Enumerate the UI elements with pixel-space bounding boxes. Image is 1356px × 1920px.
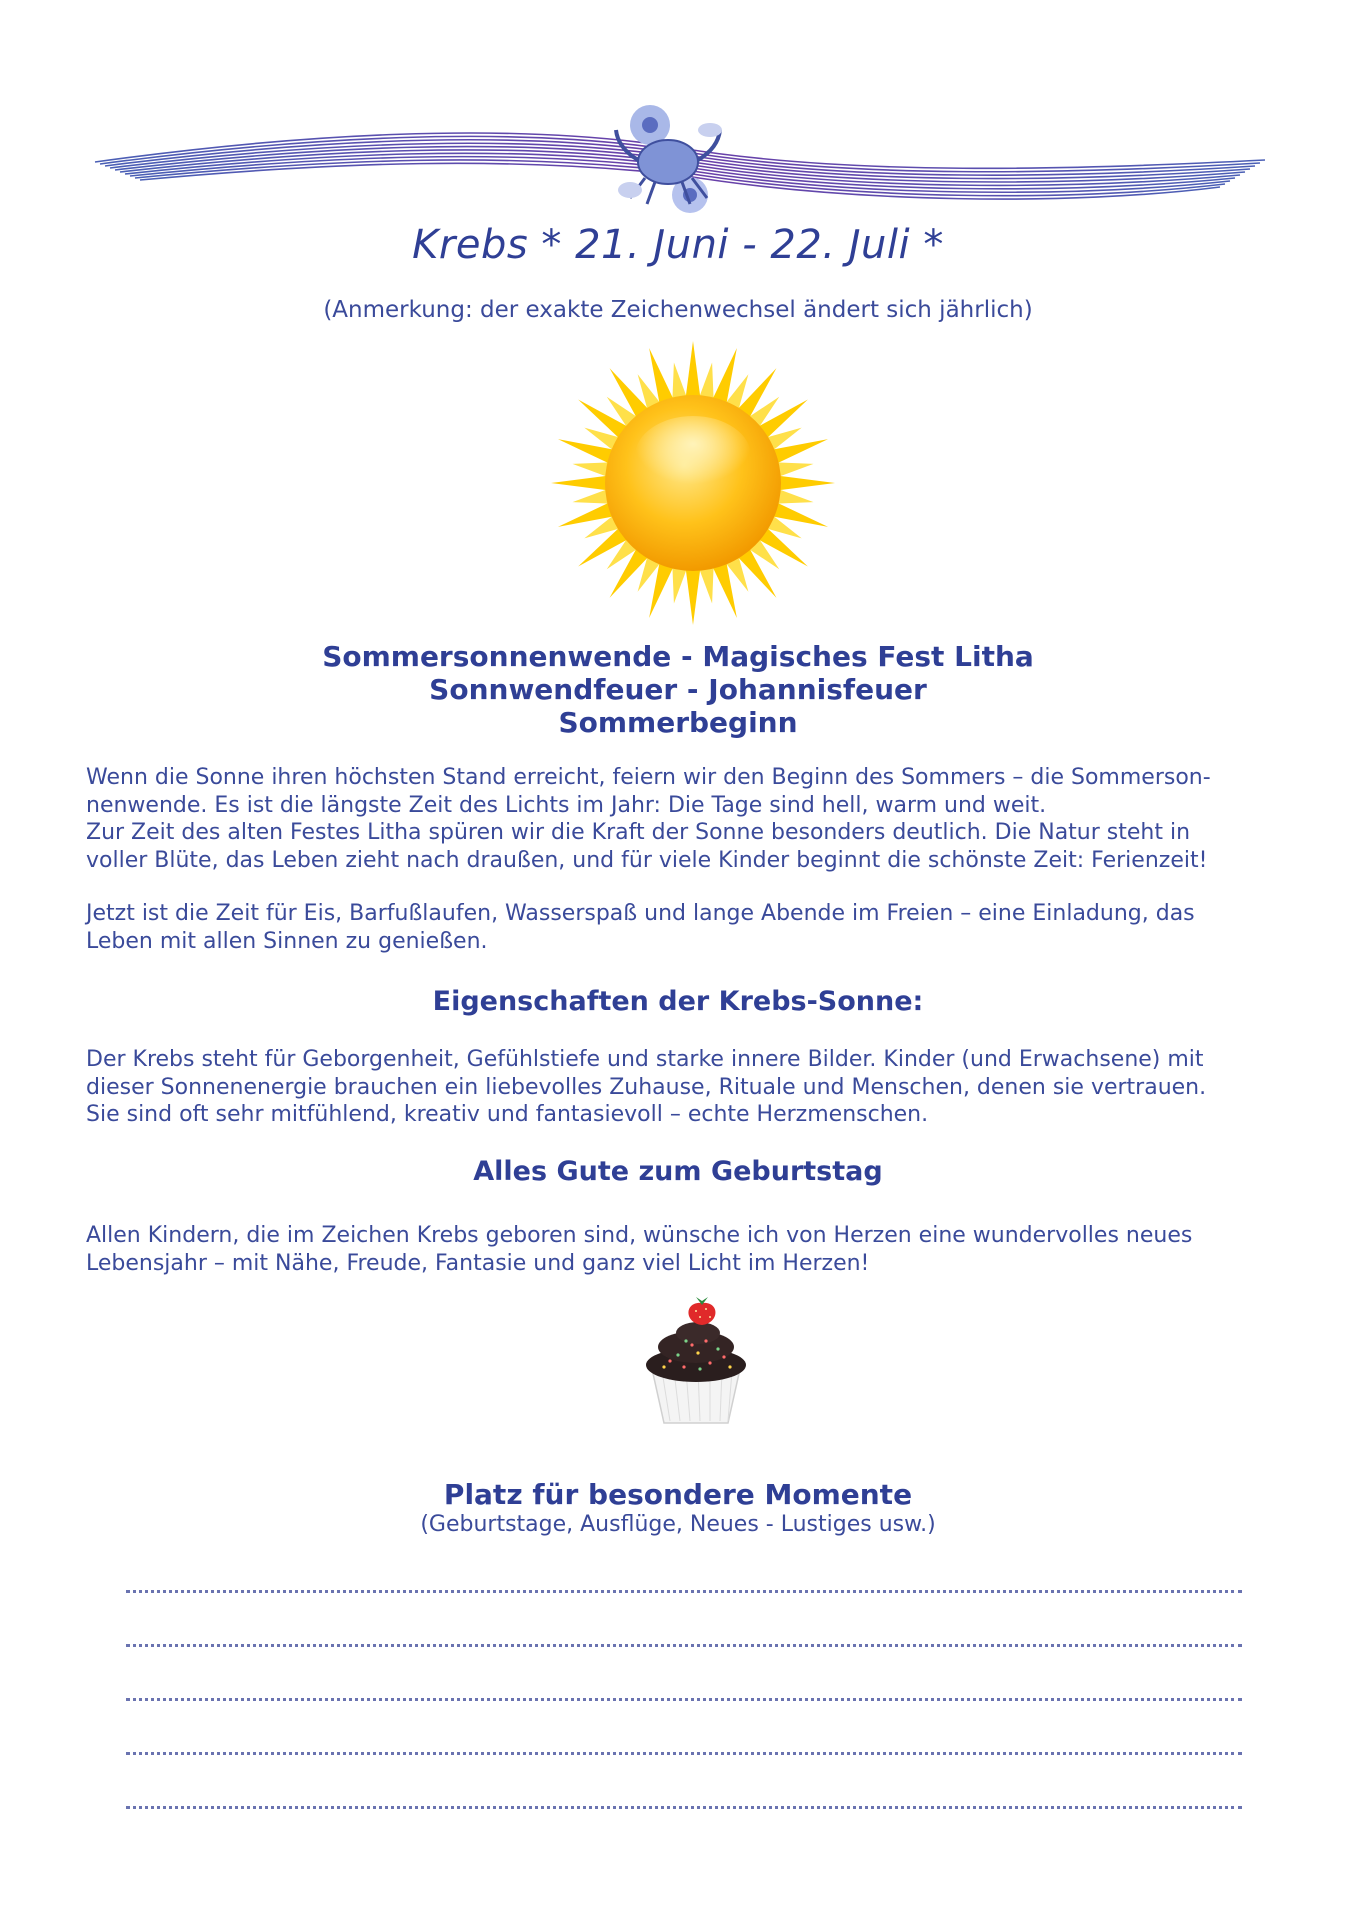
sun-ray (578, 400, 628, 439)
sun-ray (610, 368, 649, 418)
intro-paragraph (86, 764, 1286, 874)
sun-icon (548, 338, 838, 628)
sun-ray (779, 476, 835, 491)
writing-line[interactable] (126, 1698, 1242, 1701)
birthday-paragraph (86, 1222, 1286, 1277)
crab-flower-banner-icon (90, 90, 1270, 220)
headline-line-2: Sonnwendfeuer - Johannisfeuer (429, 673, 927, 706)
birthday-heading: Alles Gute zum Geburtstag (473, 1156, 883, 1187)
sun-ray (776, 489, 813, 503)
summer-line-1: Jetzt ist die Zeit für Eis, Barfußlaufen, Wasserspaß und lange Abende im Freien – eine Einladung, das (86, 901, 1195, 926)
sun-ray (573, 462, 610, 476)
sun-ray (573, 489, 610, 503)
sun-ray (610, 548, 649, 598)
sun-ray (737, 368, 776, 418)
sign-change-note: (Anmerkung: der exakte Zeichenwechsel ändert sich jährlich) (323, 297, 1033, 323)
writing-line[interactable] (126, 1644, 1242, 1647)
moments-subheading: (Geburtstage, Ausflüge, Neues - Lustiges usw.) (420, 1512, 936, 1537)
sun-ray (551, 476, 607, 491)
traits-line-1: Der Krebs steht für Geborgenheit, Gefühlstiefe und starke innere Bilder. Kinder (und Erwachsene) mit (86, 1047, 1204, 1072)
sun-ray (578, 527, 628, 566)
birthday-line-1: Allen Kindern, die im Zeichen Krebs geboren sind, wünsche ich von Herzen eine wundervolles neues (86, 1223, 1193, 1248)
writing-line[interactable] (126, 1752, 1242, 1755)
traits-heading: Eigenschaften der Krebs-Sonne: (432, 986, 924, 1017)
intro-line-3: Zur Zeit des alten Festes Litha spüren wir die Kraft der Sonne besonders deutlich. Die Natur steht in (86, 820, 1191, 845)
sun-ray (672, 363, 686, 400)
sun-ray (776, 462, 813, 476)
cupcake-strawberry-icon (640, 1295, 752, 1427)
sun-ray (699, 566, 713, 603)
festival-headline (0, 640, 1356, 739)
headline-line-3: Sommerbeginn (558, 706, 798, 739)
sun-ray (758, 400, 808, 439)
traits-line-2: dieser Sonnenenergie brauchen ein liebevolles Zuhause, Rituale und Menschen, denen sie vertrauen. (86, 1074, 1207, 1100)
intro-line-2: nenwende. Es ist die längste Zeit des Lichts im Jahr: Die Tage sind hell, warm und weit. (86, 792, 1047, 818)
summer-paragraph (86, 900, 1286, 955)
moments-heading: Platz für besondere Momente (443, 1478, 913, 1511)
sun-ray (699, 363, 713, 400)
intro-line-4: voller Blüte, das Leben zieht nach draußen, und für viele Kinder beginnt die schönste Zeit: Ferienzeit! (86, 847, 1208, 873)
sun-ray (737, 548, 776, 598)
writing-line[interactable] (126, 1590, 1242, 1593)
headline-line-1: Sommersonnenwende - Magisches Fest Litha (322, 640, 1034, 673)
sun-ray (758, 527, 808, 566)
sun-ray (686, 569, 701, 625)
page-title: Krebs * 21. Juni - 22. Juli * (412, 222, 944, 268)
birthday-line-2: Lebensjahr – mit Nähe, Freude, Fantasie und ganz viel Licht im Herzen! (86, 1250, 870, 1276)
traits-line-3: Sie sind oft sehr mitfühlend, kreativ und fantasievoll – echte Herzmenschen. (86, 1102, 929, 1127)
writing-line[interactable] (126, 1806, 1242, 1809)
summer-line-2: Leben mit allen Sinnen zu genießen. (86, 928, 488, 954)
traits-paragraph (86, 1046, 1286, 1129)
sun-ray (686, 341, 701, 397)
intro-line-1: Wenn die Sonne ihren höchsten Stand erreicht, feiern wir den Beginn des Sommers – die Sommerson- (86, 765, 1211, 790)
sun-ray (672, 566, 686, 603)
